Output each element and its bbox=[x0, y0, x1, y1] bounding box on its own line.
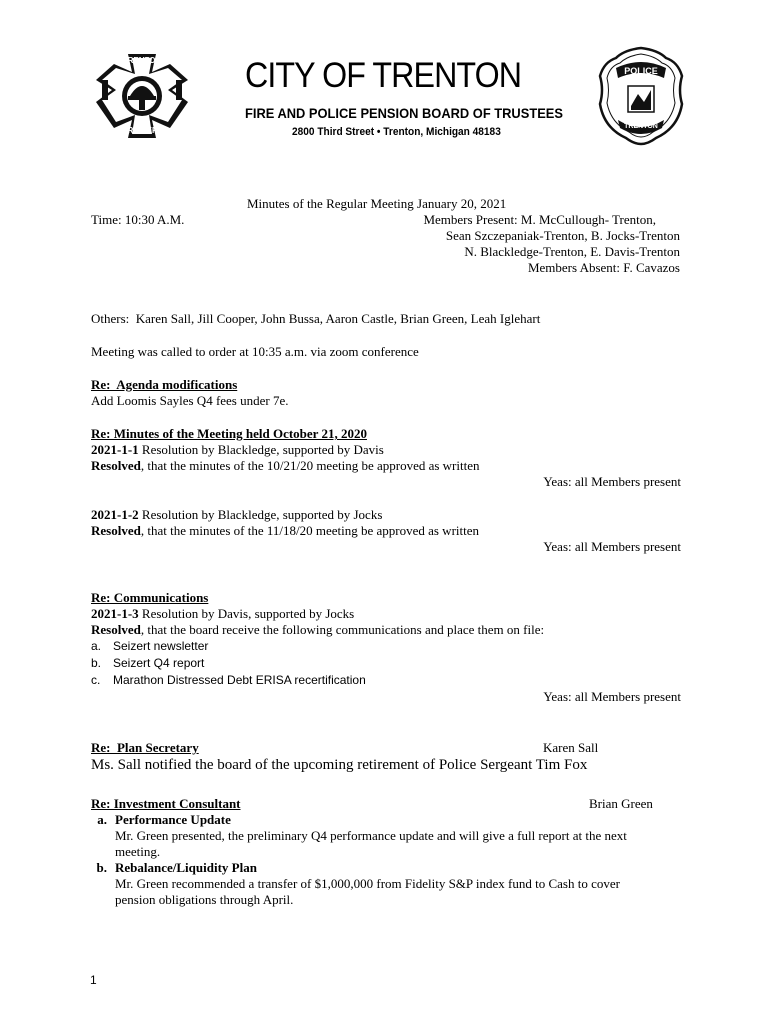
resolved-label: Resolved bbox=[91, 458, 141, 473]
list-text: Marathon Distressed Debt ERISA recertification bbox=[113, 673, 366, 687]
vote-result: Yeas: all Members present bbox=[543, 539, 681, 554]
minutes-section bbox=[91, 426, 681, 555]
resolved-line bbox=[91, 458, 681, 474]
list-item bbox=[91, 672, 681, 689]
address: 2800 Third Street • Trenton, Michigan 48183 bbox=[292, 126, 501, 138]
section-heading: Re: Minutes of the Meeting held October 21, 2020 bbox=[91, 426, 367, 441]
fire-logo-top-text: TRENTON bbox=[122, 56, 162, 65]
agenda-section bbox=[91, 377, 289, 409]
presenter-name: Brian Green bbox=[589, 796, 653, 811]
section-heading: Re: Communications bbox=[91, 590, 209, 605]
page-title: CITY OF TRENTON bbox=[245, 56, 522, 95]
police-badge bbox=[598, 46, 684, 146]
others-present: Others: Karen Sall, Jill Cooper, John Bussa, Aaron Castle, Brian Green, Leah Iglehart bbox=[91, 311, 541, 326]
members-present-line: N. Blackledge-Trenton, E. Davis-Trenton bbox=[464, 244, 680, 259]
fire-logo-bottom-text: FIRE DEPT. bbox=[120, 126, 164, 135]
resolution-number: 2021-1-2 bbox=[91, 507, 139, 522]
vote-result: Yeas: all Members present bbox=[543, 689, 681, 704]
resolution-line bbox=[91, 507, 681, 523]
resolved-text: , that the minutes of the 11/18/20 meeting be approved as written bbox=[140, 523, 480, 538]
list-text: Seizert newsletter bbox=[113, 639, 209, 653]
meeting-heading: Minutes of the Regular Meeting January 20, 2021 bbox=[247, 196, 507, 211]
list-item bbox=[83, 860, 663, 908]
list-item bbox=[83, 812, 663, 860]
list-text: Seizert Q4 report bbox=[113, 656, 205, 670]
agenda-text: Add Loomis Sayles Q4 fees under 7e. bbox=[91, 393, 289, 408]
list-marker: b. bbox=[96, 860, 107, 875]
presenter-name: Karen Sall bbox=[543, 740, 599, 755]
communications-section bbox=[91, 590, 681, 705]
resolved-label: Resolved bbox=[91, 622, 141, 637]
resolved-line bbox=[91, 523, 681, 539]
section-heading: Re: Investment Consultant bbox=[91, 796, 241, 811]
list-marker: a. bbox=[97, 812, 107, 827]
list-item bbox=[91, 638, 681, 655]
page-subtitle: FIRE AND POLICE PENSION BOARD OF TRUSTEES bbox=[245, 105, 563, 121]
resolution-text: Resolution by Blackledge, supported by Jocks bbox=[138, 507, 383, 522]
list-marker: c. bbox=[91, 673, 101, 687]
investment-items bbox=[83, 812, 663, 908]
item-text: Mr. Green recommended a transfer of $1,000,000 from Fidelity S&P index fund to Cash to cover pension obligations through April. bbox=[115, 876, 620, 907]
called-to-order: Meeting was called to order at 10:35 a.m. via zoom conference bbox=[91, 344, 419, 359]
plan-secretary-text: Ms. Sall notified the board of the upcoming retirement of Police Sergeant Tim Fox bbox=[91, 757, 588, 773]
resolved-line bbox=[91, 622, 681, 638]
members-present bbox=[280, 212, 680, 276]
resolution-number: 2021-1-3 bbox=[91, 606, 139, 621]
meeting-time: Time: 10:30 A.M. bbox=[91, 212, 185, 227]
item-title: Rebalance/Liquidity Plan bbox=[115, 860, 257, 875]
list-marker: b. bbox=[91, 656, 102, 670]
vote-result: Yeas: all Members present bbox=[543, 474, 681, 489]
section-heading: Re: Plan Secretary bbox=[91, 740, 199, 755]
list-item bbox=[91, 655, 681, 672]
item-title: Performance Update bbox=[115, 812, 231, 827]
section-heading: Re: Agenda modifications bbox=[91, 377, 238, 392]
resolution-text: Resolution by Blackledge, supported by Davis bbox=[138, 442, 384, 457]
page-number: 1 bbox=[90, 973, 97, 987]
resolved-label: Resolved bbox=[91, 523, 141, 538]
members-absent: Members Absent: F. Cavazos bbox=[527, 260, 680, 275]
resolution-text: Resolution by Davis, supported by Jocks bbox=[138, 606, 355, 621]
resolved-text: , that the minutes of the 10/21/20 meeting be approved as written bbox=[140, 458, 480, 473]
members-present-line: Sean Szczepaniak-Trenton, B. Jocks-Trenton bbox=[445, 228, 680, 243]
police-badge-top-text: POLICE bbox=[624, 66, 658, 76]
members-present-line: Members Present: M. McCullough- Trenton, bbox=[423, 212, 656, 227]
item-text: Mr. Green presented, the preliminary Q4 performance update and will give a full report at the next meeting. bbox=[115, 828, 627, 859]
fire-dept-logo bbox=[92, 50, 192, 142]
resolution-number: 2021-1-1 bbox=[91, 442, 139, 457]
resolution-line bbox=[91, 606, 681, 622]
resolution-line bbox=[91, 442, 681, 458]
list-marker: a. bbox=[91, 639, 102, 653]
police-badge-bottom-text: TRENTON bbox=[624, 123, 658, 130]
resolved-text: , that the board receive the following communications and place them on file: bbox=[140, 622, 545, 637]
